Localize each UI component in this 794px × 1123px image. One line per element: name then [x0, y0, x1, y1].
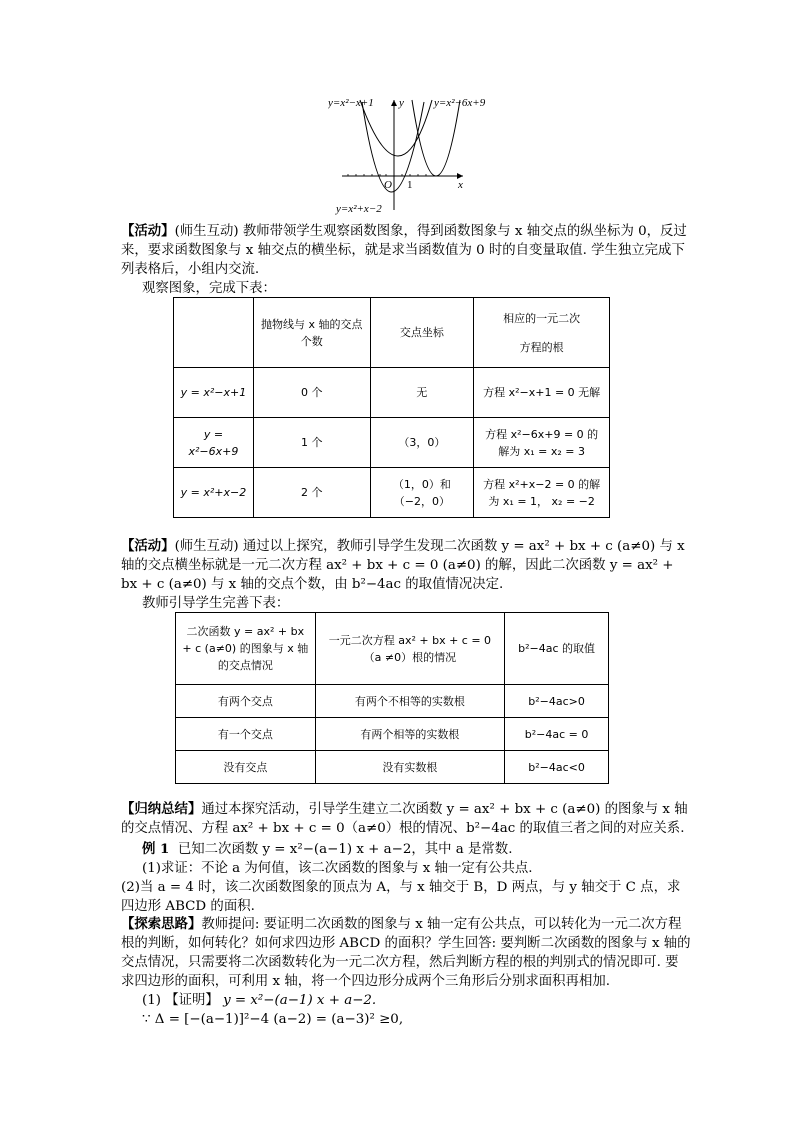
proof-prefix: (1) 【证明】 [142, 993, 219, 1008]
y-axis-arrow [391, 100, 397, 106]
table-cell: 方程 x²−x+1 = 0 无解 [474, 368, 610, 418]
explore-text: 教师提问: 要证明二次函数的图象与 x 轴一定有公共点，可以转化为一元二次方程根的判断，如何转化？如何求四边形 ABCD 的面积？学生回答: 要判断二次函数的图象与 x 轴的交点情况，只需要将二次函数转化为一元二次方程，然后判断方程的根的判别式的情况即可. 要求四边形的面积，可利用 x 轴，将一个四边形分成两个三角形后分别求面积再相加. [121, 917, 691, 989]
table-header-cell: 二次函数 y = ax² + bx + c (a≠0) 的图象与 x 轴的交点情况 [176, 613, 316, 685]
example-part-1: (1)求证：不论 a 为何值，该二次函数的图象与 x 轴一定有公共点. [142, 861, 533, 876]
observe-line: 观察图象，完成下表： [142, 281, 276, 296]
table-header-row [174, 298, 610, 368]
table-cell: 有两个相等的实数根 [315, 718, 504, 751]
activity-paragraph-2 [121, 537, 691, 594]
table-row [176, 751, 609, 784]
summary-paragraph [121, 800, 691, 838]
graph-label-origin: O [384, 179, 392, 191]
graph-label-y: y [399, 97, 404, 109]
guide-line: 教师引导学生完善下表： [142, 596, 290, 611]
table-cell: 没有交点 [176, 751, 316, 784]
activity-text-2: (师生互动) 通过以上探究，教师引导学生发现二次函数 y = ax² + bx + c (a≠0) 与 x 轴的交点横坐标就是一元二次方程 ax² + bx + c = 0 (a≠0) 的解，因此二次函数 y = ax² + bx + c (a≠0) 与 x 轴的交点个数，由 b²−4ac 的取值情况决定. [121, 539, 685, 592]
table-cell: 有两个交点 [176, 685, 316, 718]
graph-label-bottom: y=x²+x−2 [336, 203, 382, 215]
explore-paragraph [121, 915, 691, 991]
proof-equation: y = x²−(a−1) x + a−2. [223, 993, 377, 1008]
graph-label-right: y=x²−6x+9 [434, 97, 486, 109]
table-header-cell: 抛物线与 x 轴的交点个数 [253, 298, 370, 368]
graph-label-one: 1 [407, 179, 413, 191]
summary-heading: 【归纳总结】 [121, 801, 202, 817]
table-cell: 没有实数根 [315, 751, 504, 784]
table-cell: 有一个交点 [176, 718, 316, 751]
table-cell: 方程 x²+x−2 = 0 的解为 x₁ = 1， x₂ = −2 [474, 468, 610, 518]
graph-label-left: y=x²−x+1 [328, 97, 374, 109]
table-row [174, 468, 610, 518]
table-cell: 方程 x²−6x+9 = 0 的解为 x₁ = x₂ = 3 [474, 418, 610, 468]
table-cell: b²−4ac = 0 [505, 718, 609, 751]
table-header-line: 方程的根 [519, 340, 564, 354]
table-cell: y = x²−x+1 [174, 368, 254, 418]
table-cell: 2 个 [253, 468, 370, 518]
table-cell: b²−4ac>0 [505, 685, 609, 718]
example-label: 例 1 [142, 841, 170, 857]
parabola-graph-svg [328, 92, 508, 216]
table-cell: （3，0） [370, 418, 474, 468]
table-header-cell: 一元二次方程 ax² + bx + c = 0（a ≠0）根的情况 [315, 613, 504, 685]
example-stem: 已知二次函数 y = x²−(a−1) x + a−2，其中 a 是常数. [177, 842, 513, 857]
table-cell: y = x²+x−2 [174, 468, 254, 518]
explore-heading: 【探索思路】 [121, 916, 202, 932]
table-header-cell: b²−4ac 的取值 [505, 613, 609, 685]
proof-line-2: ∵ Δ = [−(a−1)]²−4 (a−2) = (a−3)² ≥0, [142, 1012, 404, 1027]
table-row [174, 418, 610, 468]
table-header-line: 相应的一元二次 [503, 311, 581, 325]
table-header-cell [474, 298, 610, 368]
proof-line-1 [142, 991, 712, 1010]
summary-text: 通过本探究活动，引导学生建立二次函数 y = ax² + bx + c (a≠0) 的图象与 x 轴的交点情况、方程 ax² + bx + c = 0（a≠0）根的情况、b²−4ac 的取值三者之间的对应关系. [121, 802, 688, 836]
example-part-2: (2)当 a = 4 时，该二次函数图象的顶点为 A，与 x 轴交于 B，D 两点，与 y 轴交于 C 点，求四边形 ABCD 的面积. [121, 880, 681, 914]
table-header-row [176, 613, 609, 685]
table-row [176, 718, 609, 751]
table-row [174, 368, 610, 418]
table-cell: b²−4ac<0 [505, 751, 609, 784]
table-cell: 有两个不相等的实数根 [315, 685, 504, 718]
table-cell: 无 [370, 368, 474, 418]
graph-label-x: x [458, 179, 463, 191]
example-stem-line [142, 840, 712, 859]
discriminant-table [175, 612, 609, 784]
activity-text-1: (师生互动) 教师带领学生观察函数图象，得到函数图象与 x 轴交点的纵坐标为 0，反过来，要求函数图象与 x 轴交点的横坐标，就是求当函数值为 0 时的自变量取值. 学生独立完成下列表格后，小组内交流. [121, 224, 687, 277]
roots-table [173, 297, 610, 518]
activity-heading-1: 【活动】 [121, 223, 175, 239]
curve-x2-6x-9 [412, 100, 460, 176]
table-header-cell: 交点坐标 [370, 298, 474, 368]
table-cell: y = x²−6x+9 [174, 418, 254, 468]
table-cell: 1 个 [253, 418, 370, 468]
activity-heading-2: 【活动】 [121, 538, 175, 554]
table-row [176, 685, 609, 718]
activity-paragraph-1 [121, 222, 691, 279]
table-header-cell [174, 298, 254, 368]
parabola-graph [328, 92, 508, 216]
table-cell: 0 个 [253, 368, 370, 418]
table-cell: （1，0）和（−2，0） [370, 468, 474, 518]
